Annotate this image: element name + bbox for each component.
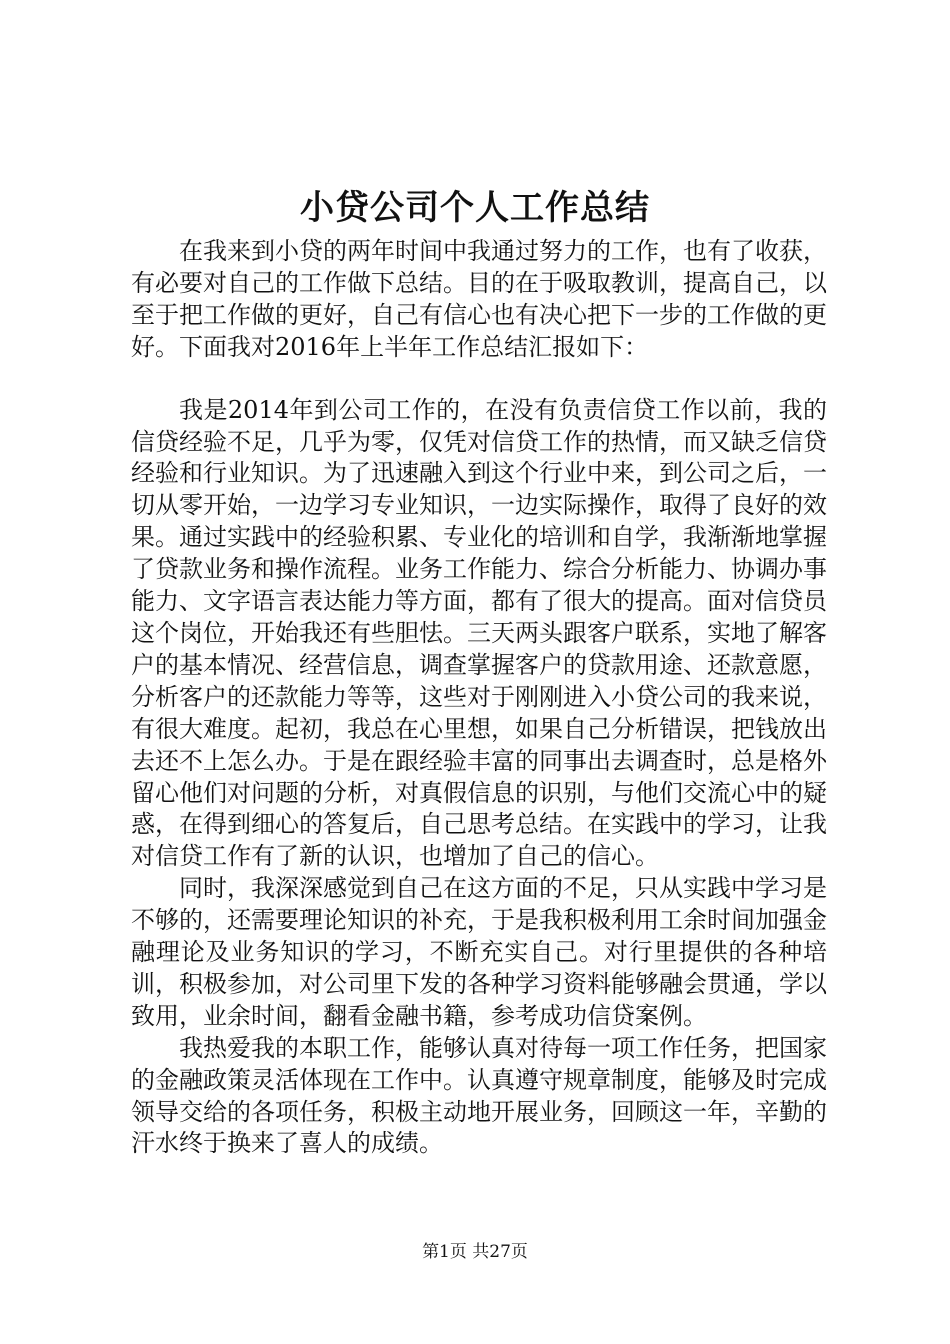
paragraph-dedication: 我热爱我的本职工作，能够认真对待每一项工作任务，把国家的金融政策灵活体现在工作中。认真遵守规章制度，能够及时完成领导交给的各项任务，积极主动地开展业务，回顾这一年，辛勤的汗水终于换来了喜人的成绩。 (131, 1033, 827, 1158)
paragraph-intro: 在我来到小贷的两年时间中我通过努力的工作，也有了收获，有必要对自己的工作做下总结。目的在于吸取教训，提高自己，以至于把工作做的更好，自己有信心也有决心把下一步的工作做的更好。下面我对2016年上半年工作总结汇报如下： (131, 237, 827, 361)
document-title: 小贷公司个人工作总结 (300, 188, 650, 228)
paragraph-learning: 同时，我深深感觉到自己在这方面的不足，只从实践中学习是不够的，还需要理论知识的补充，于是我积极利用工余时间加强金融理论及业务知识的学习，不断充实自己。对行里提供的各种培训，积极参加，对公司里下发的各种学习资料能够融会贯通，学以致用，业余时间，翻看金融书籍，参考成功信贷案例。 (131, 874, 827, 1030)
page-number-footer: 第1页 共27页 (422, 1242, 528, 1262)
paragraph-experience: 我是2014年到公司工作的，在没有负责信贷工作以前，我的信贷经验不足，几乎为零，仅凭对信贷工作的热情，而又缺乏信贷经验和行业知识。为了迅速融入到这个行业中来，到公司之后，一切从零开始，一边学习专业知识，一边实际操作，取得了良好的效果。通过实践中的经验积累、专业化的培训和自学，我渐渐地掌握了贷款业务和操作流程。业务工作能力、综合分析能力、协调办事能力、文字语言表达能力等方面，都有了很大的提高。面对信贷员这个岗位，开始我还有些胆怯。三天两头跟客户联系，实地了解客户的基本情况、经营信息，调查掌握客户的贷款用途、还款意愿，分析客户的还款能力等等，这些对于刚刚进入小贷公司的我来说，有很大难度。起初，我总在心里想，如果自己分析错误，把钱放出去还不上怎么办。于是在跟经验丰富的同事出去调查时，总是格外留心他们对问题的分析，对真假信息的识别，与他们交流心中的疑惑，在得到细心的答复后，自己思考总结。在实践中的学习，让我对信贷工作有了新的认识，也增加了自己的信心。 (131, 395, 827, 871)
document-body (131, 236, 827, 1160)
